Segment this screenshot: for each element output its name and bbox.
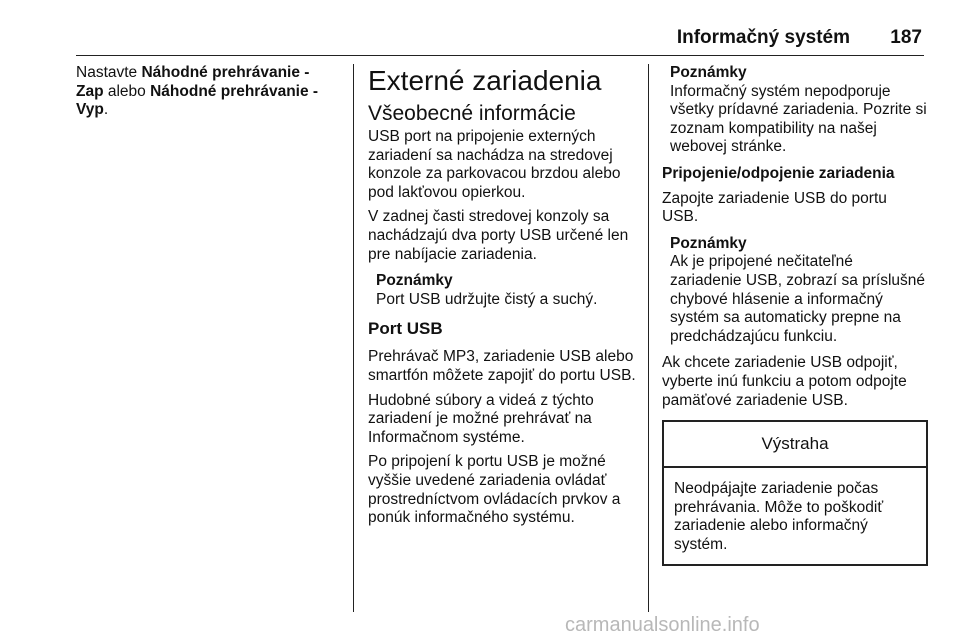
paragraph: Zapojte zariadenie USB do portu USB. [662,189,887,226]
note-text: Informačný systém nepodporuje všetky prídavné zariadenia. Pozrite si zoznam kompatibility na našej webovej stránke. [670,82,927,156]
page-number: 187 [890,27,922,48]
note-text: Port USB udržujte čistý a suchý. [376,290,598,308]
paragraph: Ak chcete zariadenie USB odpojiť, vyberte inú funkciu a potom odpojte pamäťové zariadenie USB. [662,354,907,409]
warning-title: Výstraha [664,422,926,468]
shuffle-off-label: Náhodné prehrávanie - Vyp [76,82,319,119]
shuffle-instruction [76,64,341,120]
subheading-usb-port: Port USB [368,319,443,339]
note-label: Poznámky [670,64,747,81]
subheading-connect: Pripojenie/odpojenie zariadenia [662,164,895,182]
paragraph: Prehrávač MP3, zariadenie USB alebo smartfón môžete zapojiť do portu USB. [368,348,636,384]
warning-text: Neodpájajte zariadenie počas prehrávania. Môže to poškodiť zariadenie alebo informačný systém. [674,480,884,553]
paragraph: Hudobné súbory a videá z týchto zariadení je možné prehrávať na Informačnom systéme. [368,391,594,446]
shuffle-on-label: Náhodné prehrávanie - Zap [76,64,310,100]
column-middle [368,64,638,534]
section-title: Externé zariadenia [368,65,602,96]
watermark: carmanualsonline.info [565,614,760,636]
paragraph: V zadnej časti stredovej konzoly sa nachádzajú dva porty USB určené len pre nabíjacie zariadenia. [368,208,629,263]
column-divider-right [648,64,649,612]
paragraph: USB port na pripojenie externých zariadení sa nachádza na stredovej konzole za parkovacou brzdou alebo pod lakťovou opierkou. [368,128,621,201]
note-label: Poznámky [376,272,453,290]
note-text: Ak je pripojené nečitateľné zariadenie USB, zobrazí sa príslušné chybové hlásenie a informačný systém sa automaticky prepne na predchádzajúcu funkciu. [670,253,926,345]
column-divider-left [353,64,354,612]
note-block [376,272,638,309]
text: . [103,101,109,119]
subsection-title: Všeobecné informácie [368,102,576,125]
header-rule [76,55,924,56]
note-block [670,64,927,157]
header-title: Informačný systém [676,27,850,48]
note-label: Poznámky [670,234,747,252]
paragraph: Po pripojení k portu USB je možné vyššie uvedené zariadenia ovládať prostredníctvom ovládacích prvkov a ponúk informačného systému. [368,453,621,527]
column-left [76,64,341,126]
warning-box [662,420,928,566]
text: Nastavte [76,64,142,81]
column-right [662,64,927,566]
note-block [670,235,927,347]
text: alebo [103,82,151,100]
